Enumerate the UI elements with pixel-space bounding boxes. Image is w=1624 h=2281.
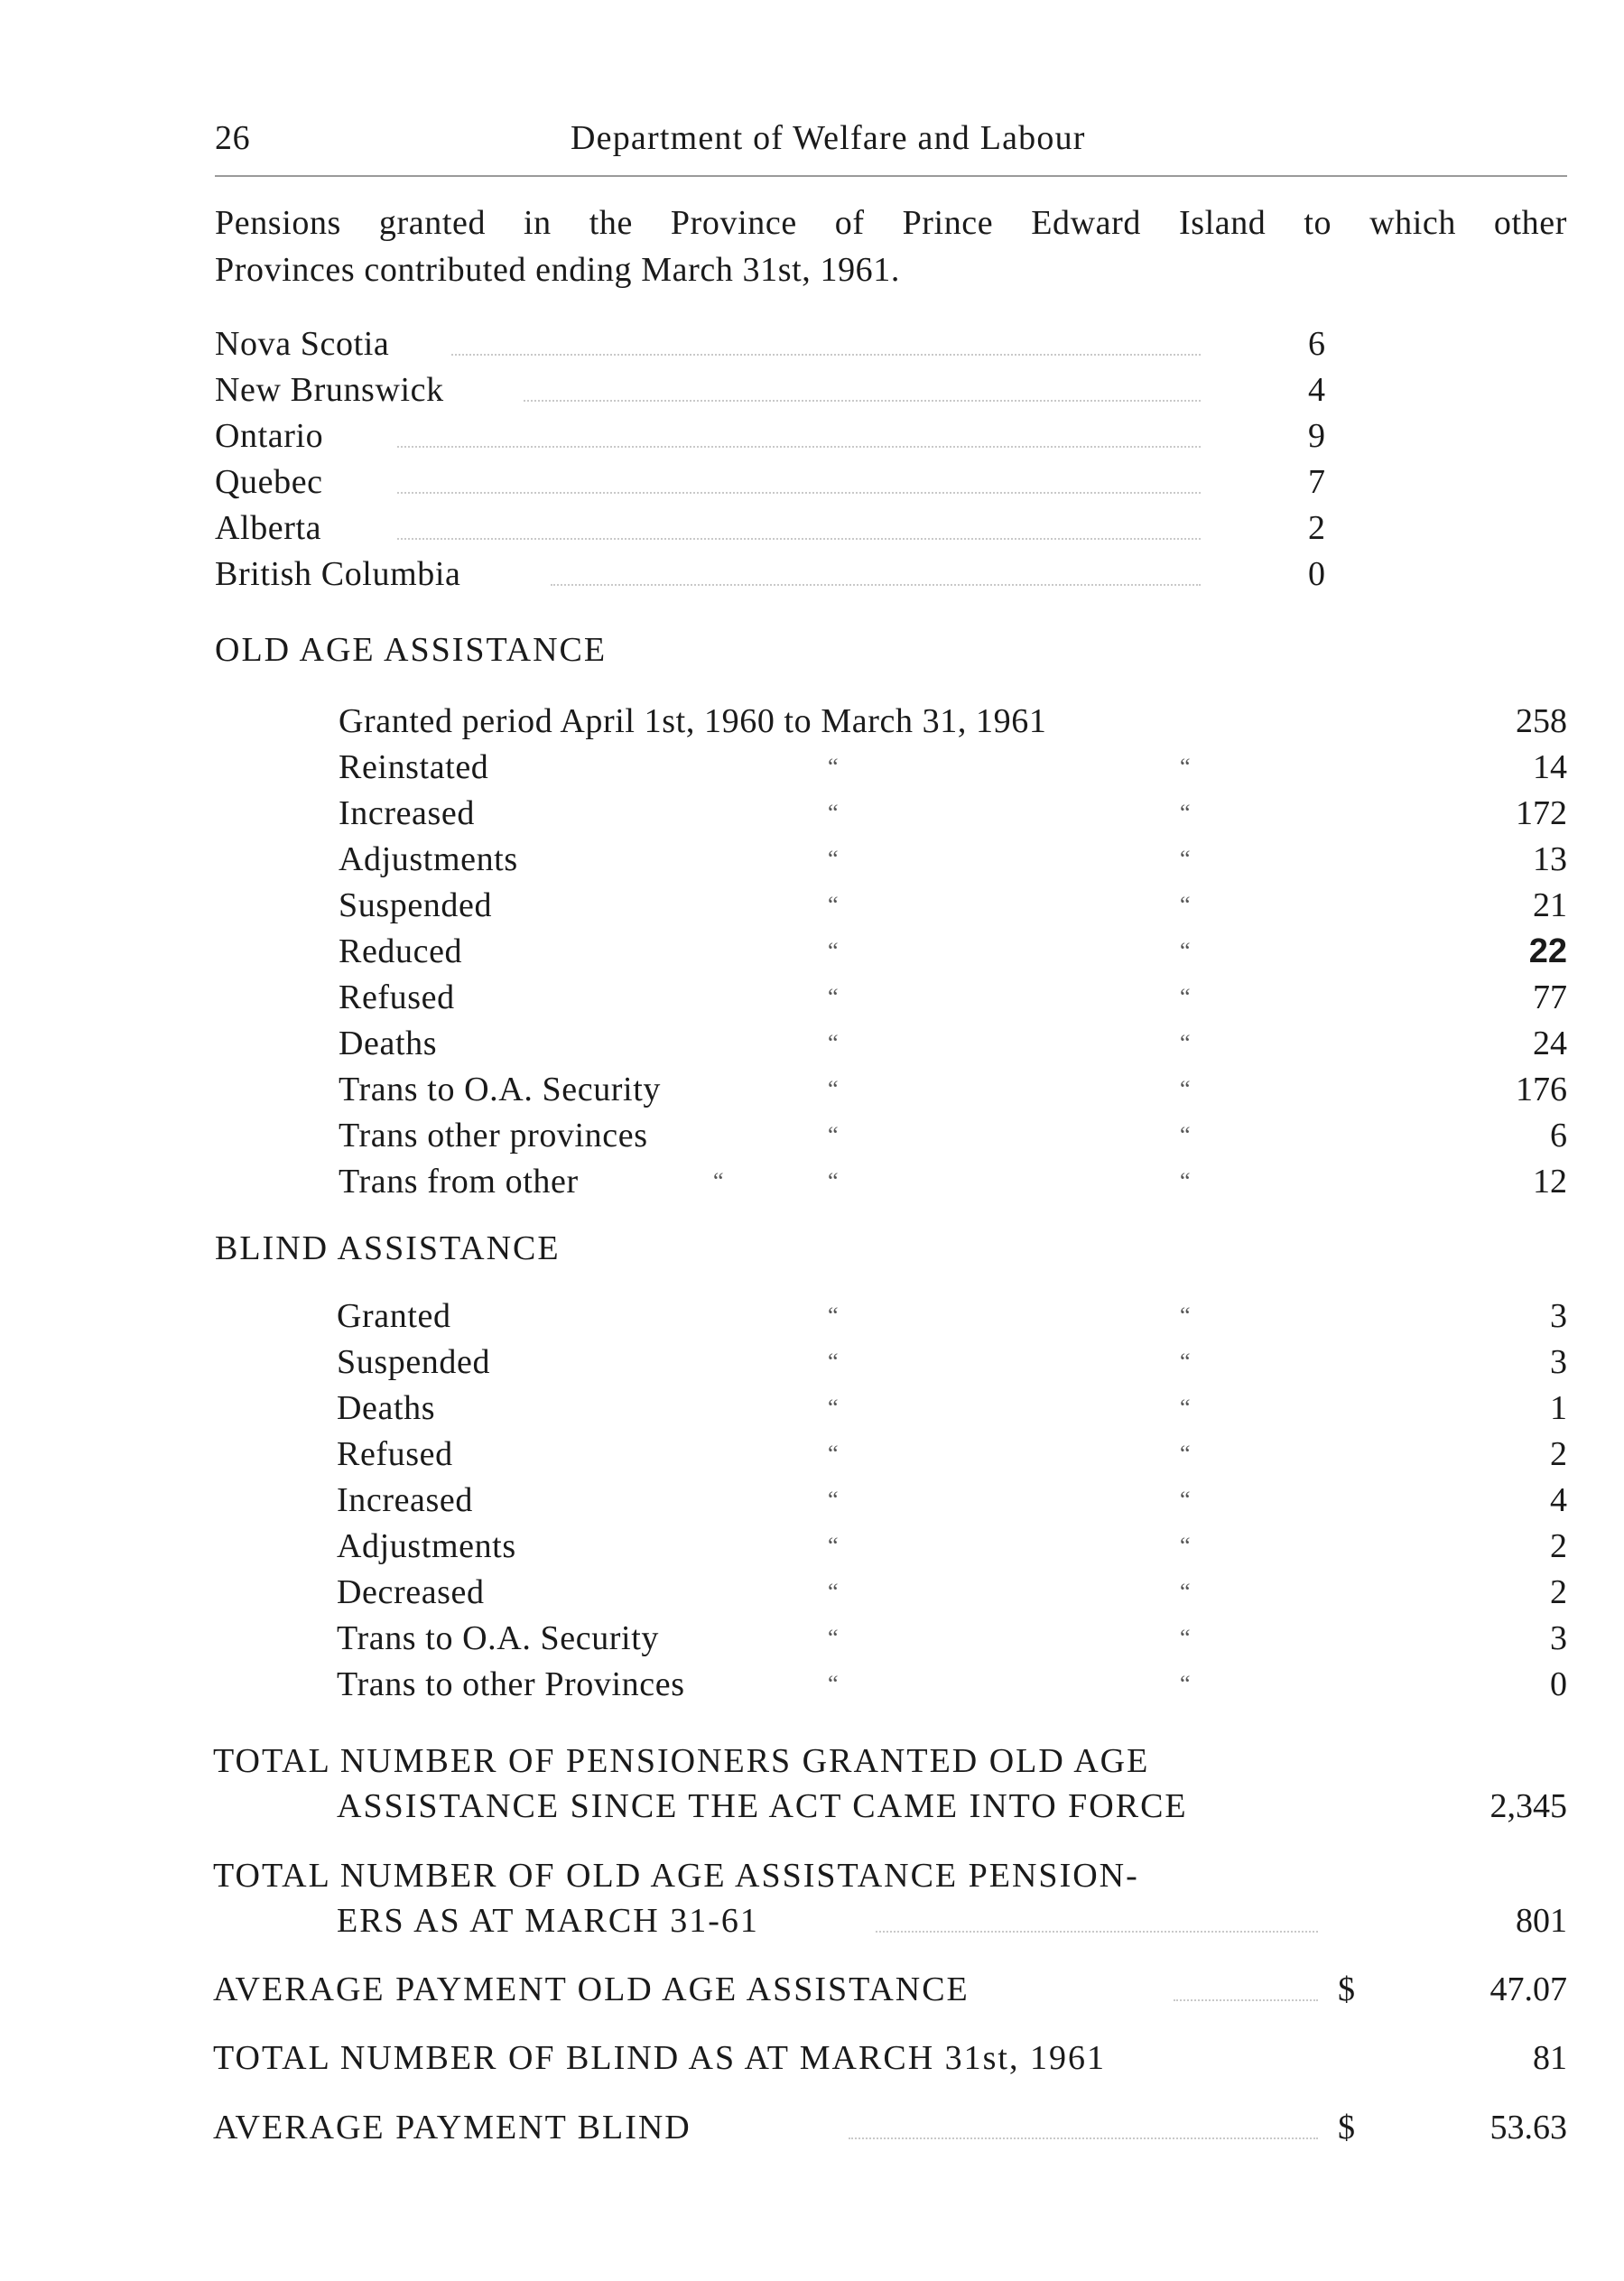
province-value: 9 bbox=[1308, 417, 1325, 455]
ditto-mark: “ bbox=[1180, 1030, 1191, 1056]
blind-row-label: Refused bbox=[337, 1435, 453, 1473]
old-age-row-value: 14 bbox=[1533, 748, 1567, 786]
old-age-row-value: 12 bbox=[1533, 1163, 1567, 1201]
blind-row-value: 2 bbox=[1550, 1527, 1567, 1565]
ditto-mark: “ bbox=[828, 1533, 839, 1559]
blind-row-label: Suspended bbox=[337, 1343, 491, 1381]
ditto-mark: “ bbox=[1180, 1671, 1191, 1697]
total-pensioners-line-2: ERS AS AT MARCH 31-61 bbox=[337, 1902, 759, 1940]
leader-dots bbox=[524, 400, 1201, 402]
old-age-row-value: 172 bbox=[1516, 794, 1567, 832]
ditto-mark: “ bbox=[828, 1487, 839, 1513]
old-age-row-label: Reinstated bbox=[339, 748, 489, 786]
old-age-row-label: Adjustments bbox=[339, 840, 518, 878]
ditto-mark: “ bbox=[828, 754, 839, 780]
total-granted-line-2: ASSISTANCE SINCE THE ACT CAME INTO FORCE bbox=[337, 1787, 1188, 1825]
ditto-mark: “ bbox=[1180, 938, 1191, 964]
blind-row-value: 3 bbox=[1550, 1619, 1567, 1657]
ditto-mark: “ bbox=[828, 1076, 839, 1102]
intro-line-2: Provinces contributed ending March 31st, 1961. bbox=[215, 251, 900, 289]
average-payment-oaa-value: 47.07 bbox=[1489, 1970, 1567, 2008]
blind-row-value: 2 bbox=[1550, 1573, 1567, 1611]
total-blind-value: 81 bbox=[1533, 2039, 1567, 2077]
province-name: Ontario bbox=[215, 417, 324, 455]
leader-dots bbox=[876, 1931, 1318, 1933]
ditto-mark: “ bbox=[1180, 754, 1191, 780]
leader-dots bbox=[397, 446, 1201, 448]
ditto-mark: “ bbox=[1180, 800, 1191, 826]
old-age-row-value: 13 bbox=[1533, 840, 1567, 878]
old-age-row-label: Granted period April 1st, 1960 to March 31, 1961 bbox=[339, 702, 1047, 740]
blind-row-value: 4 bbox=[1550, 1481, 1567, 1519]
running-title: Department of Welfare and Labour bbox=[571, 119, 1086, 157]
old-age-row-label: Deaths bbox=[339, 1025, 438, 1062]
old-age-row-value: 21 bbox=[1533, 886, 1567, 924]
province-name: British Columbia bbox=[215, 555, 461, 593]
ditto-mark: “ bbox=[1180, 846, 1191, 872]
province-value: 6 bbox=[1308, 325, 1325, 363]
ditto-mark: “ bbox=[1180, 1122, 1191, 1148]
average-payment-oaa-label: AVERAGE PAYMENT OLD AGE ASSISTANCE bbox=[213, 1970, 970, 2008]
blind-heading: BLIND ASSISTANCE bbox=[215, 1229, 561, 1267]
blind-row-label: Trans to O.A. Security bbox=[337, 1619, 659, 1657]
province-value: 4 bbox=[1308, 371, 1325, 409]
blind-row-label: Increased bbox=[337, 1481, 473, 1519]
ditto-mark: “ bbox=[1180, 1579, 1191, 1605]
total-pensioners-value: 801 bbox=[1516, 1902, 1567, 1940]
ditto-mark: “ bbox=[1180, 984, 1191, 1010]
ditto-mark: “ bbox=[828, 1625, 839, 1651]
blind-row-label: Granted bbox=[337, 1297, 451, 1335]
blind-row-value: 3 bbox=[1550, 1343, 1567, 1381]
old-age-row-label: Suspended bbox=[339, 886, 493, 924]
old-age-row-label: Reduced bbox=[339, 932, 463, 970]
total-blind-label: TOTAL NUMBER OF BLIND AS AT MARCH 31st, 1961 bbox=[213, 2039, 1106, 2077]
old-age-row-label: Trans from other bbox=[339, 1163, 579, 1201]
old-age-heading: OLD AGE ASSISTANCE bbox=[215, 631, 608, 669]
ditto-mark: “ bbox=[828, 1122, 839, 1148]
intro-line-1: Pensions granted in the Province of Prince Edward Island to which other bbox=[215, 204, 1567, 242]
ditto-mark: “ bbox=[828, 800, 839, 826]
leader-dots bbox=[849, 2137, 1318, 2139]
ditto-mark: “ bbox=[1180, 1168, 1191, 1194]
leader-dots bbox=[397, 492, 1201, 494]
ditto-mark: “ bbox=[1180, 1395, 1191, 1421]
ditto-mark: “ bbox=[828, 1671, 839, 1697]
ditto-mark: “ bbox=[1180, 1533, 1191, 1559]
ditto-mark: “ bbox=[1180, 1076, 1191, 1102]
ditto-mark: “ bbox=[828, 1030, 839, 1056]
ditto-mark: “ bbox=[828, 1349, 839, 1375]
blind-row-label: Trans to other Provinces bbox=[337, 1665, 685, 1703]
ditto-mark: “ bbox=[828, 1441, 839, 1467]
ditto-mark: “ bbox=[828, 1395, 839, 1421]
ditto-mark: “ bbox=[1180, 1625, 1191, 1651]
currency-symbol: $ bbox=[1338, 1970, 1356, 2008]
old-age-row-value: 24 bbox=[1533, 1025, 1567, 1062]
province-name: New Brunswick bbox=[215, 371, 444, 409]
ditto-mark: “ bbox=[1180, 892, 1191, 918]
old-age-row-label: Increased bbox=[339, 794, 475, 832]
total-pensioners-line-1: TOTAL NUMBER OF OLD AGE ASSISTANCE PENSION- bbox=[213, 1857, 1139, 1895]
ditto-mark: “ bbox=[828, 938, 839, 964]
blind-row-value: 1 bbox=[1550, 1389, 1567, 1427]
page-number: 26 bbox=[215, 119, 251, 157]
leader-dots bbox=[451, 354, 1201, 356]
province-value: 7 bbox=[1308, 463, 1325, 501]
currency-symbol: $ bbox=[1338, 2109, 1356, 2147]
blind-row-value: 3 bbox=[1550, 1297, 1567, 1335]
blind-row-value: 2 bbox=[1550, 1435, 1567, 1473]
header-rule bbox=[215, 175, 1567, 177]
blind-row-label: Decreased bbox=[337, 1573, 485, 1611]
ditto-mark: “ bbox=[828, 1168, 839, 1194]
province-name: Nova Scotia bbox=[215, 325, 390, 363]
ditto-mark: “ bbox=[828, 984, 839, 1010]
province-name: Alberta bbox=[215, 509, 322, 547]
ditto-mark: “ bbox=[1180, 1303, 1191, 1329]
old-age-row-value: 6 bbox=[1550, 1117, 1567, 1154]
ditto-mark: “ bbox=[1180, 1487, 1191, 1513]
old-age-row-label: Trans other provinces bbox=[339, 1117, 648, 1154]
ditto-mark: “ bbox=[1180, 1349, 1191, 1375]
ditto-mark: “ bbox=[713, 1168, 724, 1194]
leader-dots bbox=[1174, 1999, 1318, 2001]
leader-dots bbox=[397, 538, 1201, 540]
province-name: Quebec bbox=[215, 463, 323, 501]
ditto-mark: “ bbox=[828, 892, 839, 918]
old-age-row-label: Refused bbox=[339, 978, 455, 1016]
old-age-row-value: 258 bbox=[1516, 702, 1567, 740]
old-age-row-value: 22 bbox=[1528, 932, 1567, 970]
total-granted-value: 2,345 bbox=[1489, 1787, 1567, 1825]
ditto-mark: “ bbox=[828, 1579, 839, 1605]
province-value: 2 bbox=[1308, 509, 1325, 547]
blind-row-value: 0 bbox=[1550, 1665, 1567, 1703]
average-payment-blind-value: 53.63 bbox=[1489, 2109, 1567, 2147]
old-age-row-label: Trans to O.A. Security bbox=[339, 1071, 661, 1108]
ditto-mark: “ bbox=[1180, 1441, 1191, 1467]
average-payment-blind-label: AVERAGE PAYMENT BLIND bbox=[213, 2109, 691, 2147]
old-age-row-value: 176 bbox=[1516, 1071, 1567, 1108]
blind-row-label: Adjustments bbox=[337, 1527, 516, 1565]
ditto-mark: “ bbox=[828, 1303, 839, 1329]
blind-row-label: Deaths bbox=[337, 1389, 436, 1427]
total-granted-line-1: TOTAL NUMBER OF PENSIONERS GRANTED OLD AGE bbox=[213, 1742, 1150, 1780]
leader-dots bbox=[551, 584, 1201, 586]
old-age-row-value: 77 bbox=[1533, 978, 1567, 1016]
province-value: 0 bbox=[1308, 555, 1325, 593]
ditto-mark: “ bbox=[828, 846, 839, 872]
